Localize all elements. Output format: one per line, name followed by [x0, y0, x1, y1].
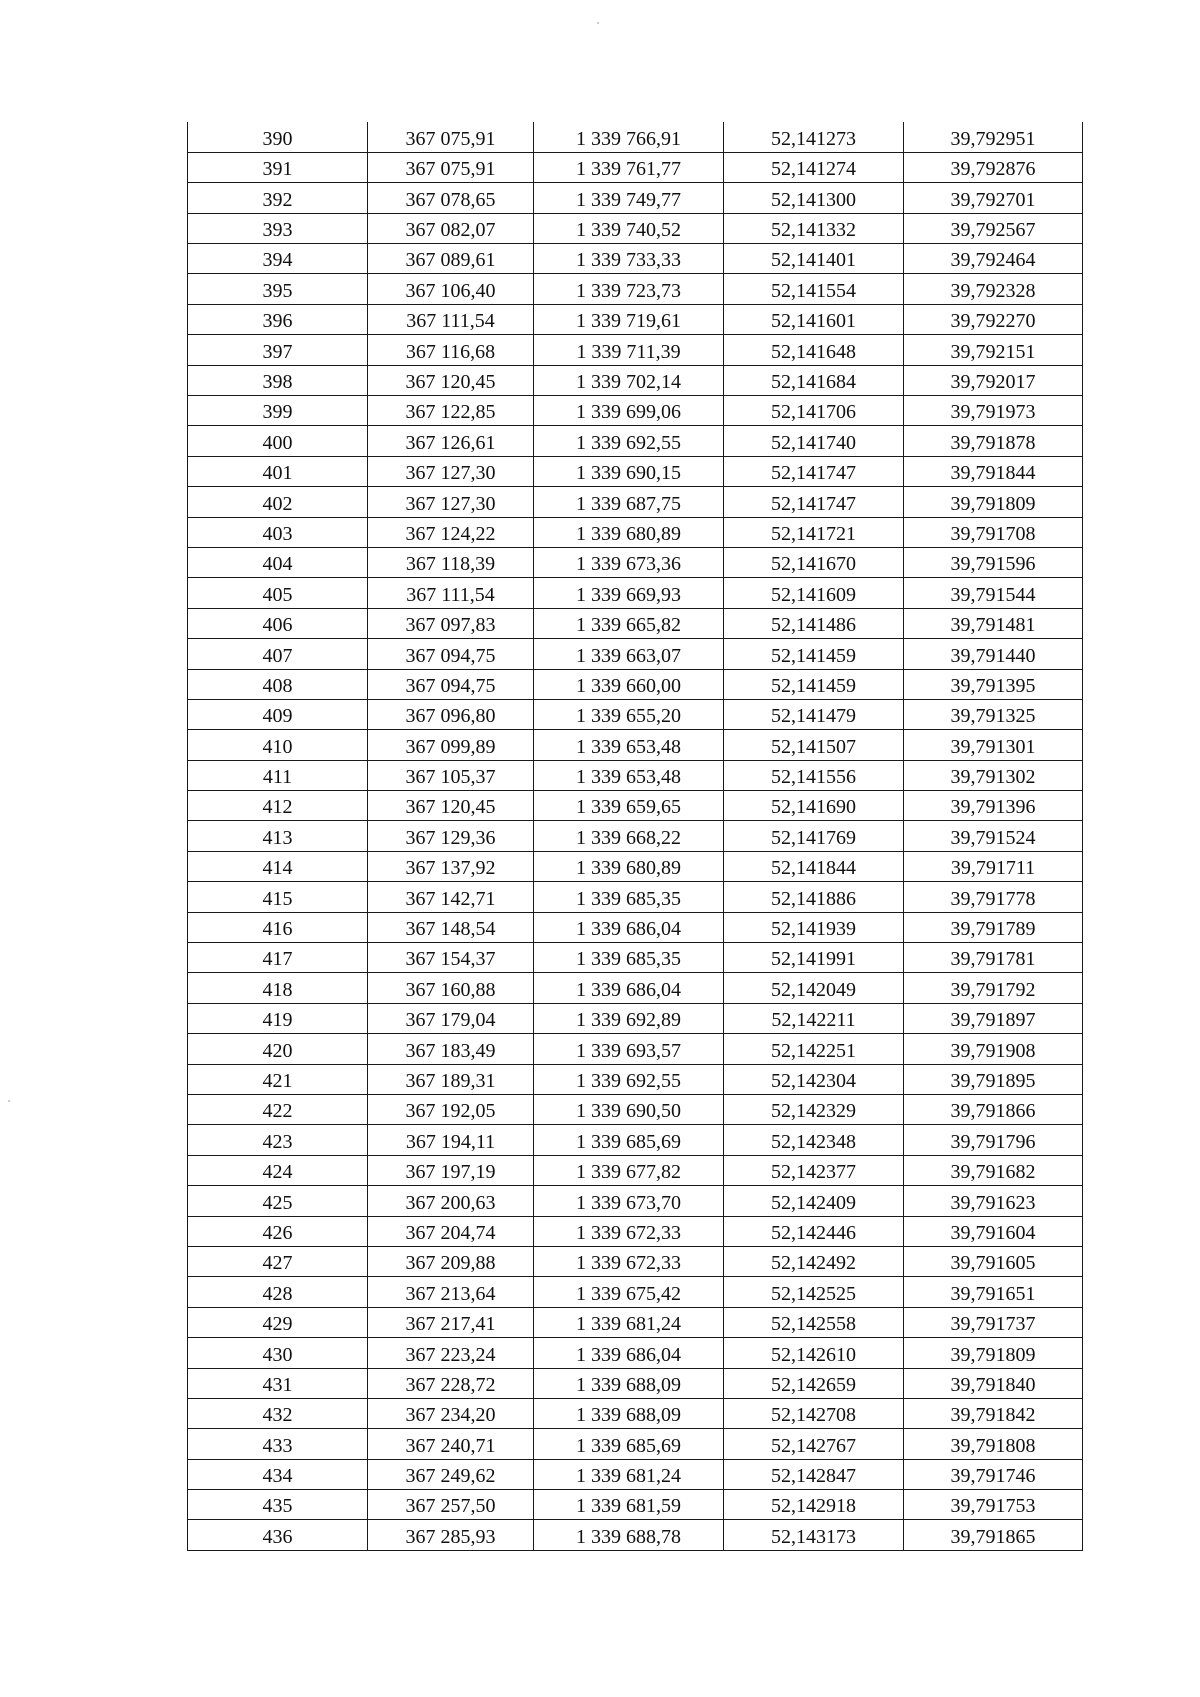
longitude-cell: 39,792701	[904, 183, 1083, 213]
table-row	[188, 760, 1083, 790]
latitude-cell: 52,141459	[724, 669, 904, 699]
longitude-cell: 39,791908	[904, 1034, 1083, 1064]
x-coordinate-cell: 367 223,24	[368, 1338, 534, 1368]
table-row	[188, 335, 1083, 365]
table-row	[188, 1064, 1083, 1094]
latitude-cell: 52,142409	[724, 1186, 904, 1216]
x-coordinate-cell: 367 082,07	[368, 213, 534, 243]
longitude-cell: 39,791396	[904, 791, 1083, 821]
latitude-cell: 52,141273	[724, 122, 904, 152]
x-coordinate-cell: 367 240,71	[368, 1429, 534, 1459]
y-coordinate-cell: 1 339 692,55	[534, 1064, 724, 1094]
latitude-cell: 52,142659	[724, 1368, 904, 1398]
latitude-cell: 52,141690	[724, 791, 904, 821]
latitude-cell: 52,142304	[724, 1064, 904, 1094]
y-coordinate-cell: 1 339 692,55	[534, 426, 724, 456]
x-coordinate-cell: 367 257,50	[368, 1490, 534, 1520]
table-row	[188, 639, 1083, 669]
table-row	[188, 851, 1083, 881]
x-coordinate-cell: 367 075,91	[368, 122, 534, 152]
x-coordinate-cell: 367 120,45	[368, 365, 534, 395]
point-number-cell: 414	[188, 851, 368, 881]
latitude-cell: 52,141670	[724, 547, 904, 577]
latitude-cell: 52,142049	[724, 973, 904, 1003]
table-row	[188, 943, 1083, 973]
longitude-cell: 39,791895	[904, 1064, 1083, 1094]
point-number-cell: 410	[188, 730, 368, 760]
point-number-cell: 417	[188, 943, 368, 973]
x-coordinate-cell: 367 194,11	[368, 1125, 534, 1155]
point-number-cell: 423	[188, 1125, 368, 1155]
y-coordinate-cell: 1 339 672,33	[534, 1216, 724, 1246]
table-row	[188, 699, 1083, 729]
latitude-cell: 52,142446	[724, 1216, 904, 1246]
point-number-cell: 403	[188, 517, 368, 547]
y-coordinate-cell: 1 339 688,09	[534, 1398, 724, 1428]
y-coordinate-cell: 1 339 749,77	[534, 183, 724, 213]
x-coordinate-cell: 367 078,65	[368, 183, 534, 213]
x-coordinate-cell: 367 096,80	[368, 699, 534, 729]
x-coordinate-cell: 367 209,88	[368, 1246, 534, 1276]
y-coordinate-cell: 1 339 688,78	[534, 1520, 724, 1550]
scan-speck	[8, 1100, 10, 1102]
longitude-cell: 39,791792	[904, 973, 1083, 1003]
longitude-cell: 39,791866	[904, 1095, 1083, 1125]
table-row	[188, 1368, 1083, 1398]
latitude-cell: 52,141556	[724, 760, 904, 790]
point-number-cell: 413	[188, 821, 368, 851]
latitude-cell: 52,142211	[724, 1003, 904, 1033]
y-coordinate-cell: 1 339 655,20	[534, 699, 724, 729]
longitude-cell: 39,791524	[904, 821, 1083, 851]
table-row	[188, 1034, 1083, 1064]
latitude-cell: 52,141459	[724, 639, 904, 669]
longitude-cell: 39,791737	[904, 1307, 1083, 1337]
y-coordinate-cell: 1 339 672,33	[534, 1246, 724, 1276]
point-number-cell: 406	[188, 608, 368, 638]
point-number-cell: 392	[188, 183, 368, 213]
table-row	[188, 1125, 1083, 1155]
x-coordinate-cell: 367 075,91	[368, 152, 534, 182]
x-coordinate-cell: 367 111,54	[368, 304, 534, 334]
x-coordinate-cell: 367 228,72	[368, 1368, 534, 1398]
coordinates-table-body	[188, 122, 1083, 1550]
y-coordinate-cell: 1 339 690,50	[534, 1095, 724, 1125]
y-coordinate-cell: 1 339 653,48	[534, 730, 724, 760]
x-coordinate-cell: 367 127,30	[368, 487, 534, 517]
y-coordinate-cell: 1 339 673,36	[534, 547, 724, 577]
table-row	[188, 183, 1083, 213]
longitude-cell: 39,791440	[904, 639, 1083, 669]
latitude-cell: 52,141706	[724, 396, 904, 426]
x-coordinate-cell: 367 106,40	[368, 274, 534, 304]
latitude-cell: 52,141401	[724, 244, 904, 274]
latitude-cell: 52,141684	[724, 365, 904, 395]
x-coordinate-cell: 367 129,36	[368, 821, 534, 851]
latitude-cell: 52,141769	[724, 821, 904, 851]
x-coordinate-cell: 367 217,41	[368, 1307, 534, 1337]
y-coordinate-cell: 1 339 692,89	[534, 1003, 724, 1033]
y-coordinate-cell: 1 339 711,39	[534, 335, 724, 365]
x-coordinate-cell: 367 137,92	[368, 851, 534, 881]
table-row	[188, 1398, 1083, 1428]
table-row	[188, 547, 1083, 577]
latitude-cell: 52,141740	[724, 426, 904, 456]
latitude-cell: 52,141332	[724, 213, 904, 243]
latitude-cell: 52,141274	[724, 152, 904, 182]
latitude-cell: 52,141747	[724, 456, 904, 486]
latitude-cell: 52,141844	[724, 851, 904, 881]
y-coordinate-cell: 1 339 675,42	[534, 1277, 724, 1307]
table-row	[188, 396, 1083, 426]
x-coordinate-cell: 367 124,22	[368, 517, 534, 547]
longitude-cell: 39,791395	[904, 669, 1083, 699]
latitude-cell: 52,141991	[724, 943, 904, 973]
y-coordinate-cell: 1 339 653,48	[534, 760, 724, 790]
table-row	[188, 578, 1083, 608]
point-number-cell: 411	[188, 760, 368, 790]
point-number-cell: 397	[188, 335, 368, 365]
latitude-cell: 52,141939	[724, 912, 904, 942]
x-coordinate-cell: 367 111,54	[368, 578, 534, 608]
latitude-cell: 52,141886	[724, 882, 904, 912]
y-coordinate-cell: 1 339 687,75	[534, 487, 724, 517]
longitude-cell: 39,791878	[904, 426, 1083, 456]
point-number-cell: 421	[188, 1064, 368, 1094]
longitude-cell: 39,792567	[904, 213, 1083, 243]
point-number-cell: 412	[188, 791, 368, 821]
point-number-cell: 429	[188, 1307, 368, 1337]
x-coordinate-cell: 367 120,45	[368, 791, 534, 821]
x-coordinate-cell: 367 189,31	[368, 1064, 534, 1094]
table-row	[188, 608, 1083, 638]
y-coordinate-cell: 1 339 686,04	[534, 912, 724, 942]
table-row	[188, 244, 1083, 274]
table-row	[188, 730, 1083, 760]
latitude-cell: 52,142377	[724, 1155, 904, 1185]
table-row	[188, 1338, 1083, 1368]
table-row	[188, 213, 1083, 243]
table-row	[188, 1307, 1083, 1337]
y-coordinate-cell: 1 339 693,57	[534, 1034, 724, 1064]
y-coordinate-cell: 1 339 681,24	[534, 1307, 724, 1337]
latitude-cell: 52,141300	[724, 183, 904, 213]
point-number-cell: 418	[188, 973, 368, 1003]
latitude-cell: 52,142708	[724, 1398, 904, 1428]
latitude-cell: 52,141721	[724, 517, 904, 547]
point-number-cell: 402	[188, 487, 368, 517]
longitude-cell: 39,791865	[904, 1520, 1083, 1550]
latitude-cell: 52,141486	[724, 608, 904, 638]
point-number-cell: 419	[188, 1003, 368, 1033]
x-coordinate-cell: 367 097,83	[368, 608, 534, 638]
x-coordinate-cell: 367 148,54	[368, 912, 534, 942]
scan-speck	[597, 22, 599, 24]
x-coordinate-cell: 367 126,61	[368, 426, 534, 456]
longitude-cell: 39,791746	[904, 1459, 1083, 1489]
longitude-cell: 39,791481	[904, 608, 1083, 638]
point-number-cell: 430	[188, 1338, 368, 1368]
table-row	[188, 365, 1083, 395]
x-coordinate-cell: 367 213,64	[368, 1277, 534, 1307]
latitude-cell: 52,142558	[724, 1307, 904, 1337]
latitude-cell: 52,141648	[724, 335, 904, 365]
table-row	[188, 1095, 1083, 1125]
y-coordinate-cell: 1 339 766,91	[534, 122, 724, 152]
longitude-cell: 39,791897	[904, 1003, 1083, 1033]
longitude-cell: 39,791604	[904, 1216, 1083, 1246]
x-coordinate-cell: 367 094,75	[368, 639, 534, 669]
longitude-cell: 39,791651	[904, 1277, 1083, 1307]
point-number-cell: 416	[188, 912, 368, 942]
point-number-cell: 432	[188, 1398, 368, 1428]
longitude-cell: 39,791302	[904, 760, 1083, 790]
longitude-cell: 39,791808	[904, 1429, 1083, 1459]
point-number-cell: 425	[188, 1186, 368, 1216]
table-row	[188, 487, 1083, 517]
x-coordinate-cell: 367 192,05	[368, 1095, 534, 1125]
table-row	[188, 882, 1083, 912]
x-coordinate-cell: 367 154,37	[368, 943, 534, 973]
longitude-cell: 39,791809	[904, 1338, 1083, 1368]
x-coordinate-cell: 367 183,49	[368, 1034, 534, 1064]
x-coordinate-cell: 367 142,71	[368, 882, 534, 912]
latitude-cell: 52,142348	[724, 1125, 904, 1155]
point-number-cell: 398	[188, 365, 368, 395]
point-number-cell: 405	[188, 578, 368, 608]
point-number-cell: 415	[188, 882, 368, 912]
longitude-cell: 39,791753	[904, 1490, 1083, 1520]
y-coordinate-cell: 1 339 690,15	[534, 456, 724, 486]
x-coordinate-cell: 367 122,85	[368, 396, 534, 426]
table-row	[188, 1216, 1083, 1246]
table-row	[188, 669, 1083, 699]
y-coordinate-cell: 1 339 660,00	[534, 669, 724, 699]
table-row	[188, 1490, 1083, 1520]
table-row	[188, 1186, 1083, 1216]
latitude-cell: 52,142329	[724, 1095, 904, 1125]
latitude-cell: 52,141609	[724, 578, 904, 608]
x-coordinate-cell: 367 089,61	[368, 244, 534, 274]
point-number-cell: 420	[188, 1034, 368, 1064]
longitude-cell: 39,791596	[904, 547, 1083, 577]
latitude-cell: 52,142918	[724, 1490, 904, 1520]
longitude-cell: 39,791781	[904, 943, 1083, 973]
y-coordinate-cell: 1 339 699,06	[534, 396, 724, 426]
latitude-cell: 52,142251	[724, 1034, 904, 1064]
x-coordinate-cell: 367 127,30	[368, 456, 534, 486]
point-number-cell: 395	[188, 274, 368, 304]
y-coordinate-cell: 1 339 669,93	[534, 578, 724, 608]
table-row	[188, 821, 1083, 851]
latitude-cell: 52,142525	[724, 1277, 904, 1307]
latitude-cell: 52,142610	[724, 1338, 904, 1368]
x-coordinate-cell: 367 094,75	[368, 669, 534, 699]
longitude-cell: 39,791796	[904, 1125, 1083, 1155]
y-coordinate-cell: 1 339 685,35	[534, 943, 724, 973]
x-coordinate-cell: 367 116,68	[368, 335, 534, 365]
x-coordinate-cell: 367 204,74	[368, 1216, 534, 1246]
longitude-cell: 39,791840	[904, 1368, 1083, 1398]
table-row	[188, 426, 1083, 456]
longitude-cell: 39,792328	[904, 274, 1083, 304]
y-coordinate-cell: 1 339 685,69	[534, 1125, 724, 1155]
point-number-cell: 427	[188, 1246, 368, 1276]
longitude-cell: 39,791682	[904, 1155, 1083, 1185]
y-coordinate-cell: 1 339 733,33	[534, 244, 724, 274]
longitude-cell: 39,791778	[904, 882, 1083, 912]
longitude-cell: 39,791711	[904, 851, 1083, 881]
x-coordinate-cell: 367 249,62	[368, 1459, 534, 1489]
point-number-cell: 409	[188, 699, 368, 729]
point-number-cell: 434	[188, 1459, 368, 1489]
table-row	[188, 122, 1083, 152]
point-number-cell: 408	[188, 669, 368, 699]
longitude-cell: 39,792017	[904, 365, 1083, 395]
table-row	[188, 1429, 1083, 1459]
longitude-cell: 39,791544	[904, 578, 1083, 608]
latitude-cell: 52,142767	[724, 1429, 904, 1459]
coordinates-table	[187, 122, 1083, 1551]
point-number-cell: 435	[188, 1490, 368, 1520]
longitude-cell: 39,791842	[904, 1398, 1083, 1428]
y-coordinate-cell: 1 339 688,09	[534, 1368, 724, 1398]
y-coordinate-cell: 1 339 681,59	[534, 1490, 724, 1520]
x-coordinate-cell: 367 160,88	[368, 973, 534, 1003]
y-coordinate-cell: 1 339 680,89	[534, 851, 724, 881]
y-coordinate-cell: 1 339 702,14	[534, 365, 724, 395]
y-coordinate-cell: 1 339 665,82	[534, 608, 724, 638]
x-coordinate-cell: 367 179,04	[368, 1003, 534, 1033]
latitude-cell: 52,142492	[724, 1246, 904, 1276]
table-row	[188, 1459, 1083, 1489]
point-number-cell: 422	[188, 1095, 368, 1125]
x-coordinate-cell: 367 105,37	[368, 760, 534, 790]
table-row	[188, 912, 1083, 942]
y-coordinate-cell: 1 339 681,24	[534, 1459, 724, 1489]
latitude-cell: 52,141554	[724, 274, 904, 304]
longitude-cell: 39,791809	[904, 487, 1083, 517]
point-number-cell: 426	[188, 1216, 368, 1246]
table-row	[188, 973, 1083, 1003]
table-row	[188, 274, 1083, 304]
y-coordinate-cell: 1 339 686,04	[534, 1338, 724, 1368]
y-coordinate-cell: 1 339 761,77	[534, 152, 724, 182]
point-number-cell: 433	[188, 1429, 368, 1459]
latitude-cell: 52,141747	[724, 487, 904, 517]
point-number-cell: 400	[188, 426, 368, 456]
longitude-cell: 39,791301	[904, 730, 1083, 760]
longitude-cell: 39,792464	[904, 244, 1083, 274]
x-coordinate-cell: 367 197,19	[368, 1155, 534, 1185]
y-coordinate-cell: 1 339 673,70	[534, 1186, 724, 1216]
longitude-cell: 39,791623	[904, 1186, 1083, 1216]
latitude-cell: 52,142847	[724, 1459, 904, 1489]
x-coordinate-cell: 367 285,93	[368, 1520, 534, 1550]
y-coordinate-cell: 1 339 719,61	[534, 304, 724, 334]
point-number-cell: 390	[188, 122, 368, 152]
longitude-cell: 39,791844	[904, 456, 1083, 486]
y-coordinate-cell: 1 339 723,73	[534, 274, 724, 304]
table-row	[188, 1277, 1083, 1307]
longitude-cell: 39,791325	[904, 699, 1083, 729]
y-coordinate-cell: 1 339 668,22	[534, 821, 724, 851]
x-coordinate-cell: 367 200,63	[368, 1186, 534, 1216]
x-coordinate-cell: 367 099,89	[368, 730, 534, 760]
table-row	[188, 152, 1083, 182]
latitude-cell: 52,141507	[724, 730, 904, 760]
longitude-cell: 39,791789	[904, 912, 1083, 942]
longitude-cell: 39,791708	[904, 517, 1083, 547]
point-number-cell: 431	[188, 1368, 368, 1398]
table-row	[188, 456, 1083, 486]
table-row	[188, 1520, 1083, 1550]
table-row	[188, 517, 1083, 547]
point-number-cell: 401	[188, 456, 368, 486]
point-number-cell: 394	[188, 244, 368, 274]
point-number-cell: 393	[188, 213, 368, 243]
longitude-cell: 39,792270	[904, 304, 1083, 334]
table-row	[188, 1246, 1083, 1276]
table-row	[188, 304, 1083, 334]
y-coordinate-cell: 1 339 677,82	[534, 1155, 724, 1185]
point-number-cell: 424	[188, 1155, 368, 1185]
y-coordinate-cell: 1 339 740,52	[534, 213, 724, 243]
point-number-cell: 399	[188, 396, 368, 426]
y-coordinate-cell: 1 339 663,07	[534, 639, 724, 669]
y-coordinate-cell: 1 339 680,89	[534, 517, 724, 547]
point-number-cell: 407	[188, 639, 368, 669]
table-row	[188, 1155, 1083, 1185]
table-row	[188, 791, 1083, 821]
longitude-cell: 39,792951	[904, 122, 1083, 152]
point-number-cell: 436	[188, 1520, 368, 1550]
x-coordinate-cell: 367 234,20	[368, 1398, 534, 1428]
table-row	[188, 1003, 1083, 1033]
latitude-cell: 52,143173	[724, 1520, 904, 1550]
latitude-cell: 52,141601	[724, 304, 904, 334]
longitude-cell: 39,792876	[904, 152, 1083, 182]
longitude-cell: 39,792151	[904, 335, 1083, 365]
point-number-cell: 391	[188, 152, 368, 182]
y-coordinate-cell: 1 339 686,04	[534, 973, 724, 1003]
point-number-cell: 396	[188, 304, 368, 334]
x-coordinate-cell: 367 118,39	[368, 547, 534, 577]
latitude-cell: 52,141479	[724, 699, 904, 729]
y-coordinate-cell: 1 339 685,69	[534, 1429, 724, 1459]
y-coordinate-cell: 1 339 659,65	[534, 791, 724, 821]
longitude-cell: 39,791973	[904, 396, 1083, 426]
longitude-cell: 39,791605	[904, 1246, 1083, 1276]
point-number-cell: 404	[188, 547, 368, 577]
y-coordinate-cell: 1 339 685,35	[534, 882, 724, 912]
point-number-cell: 428	[188, 1277, 368, 1307]
